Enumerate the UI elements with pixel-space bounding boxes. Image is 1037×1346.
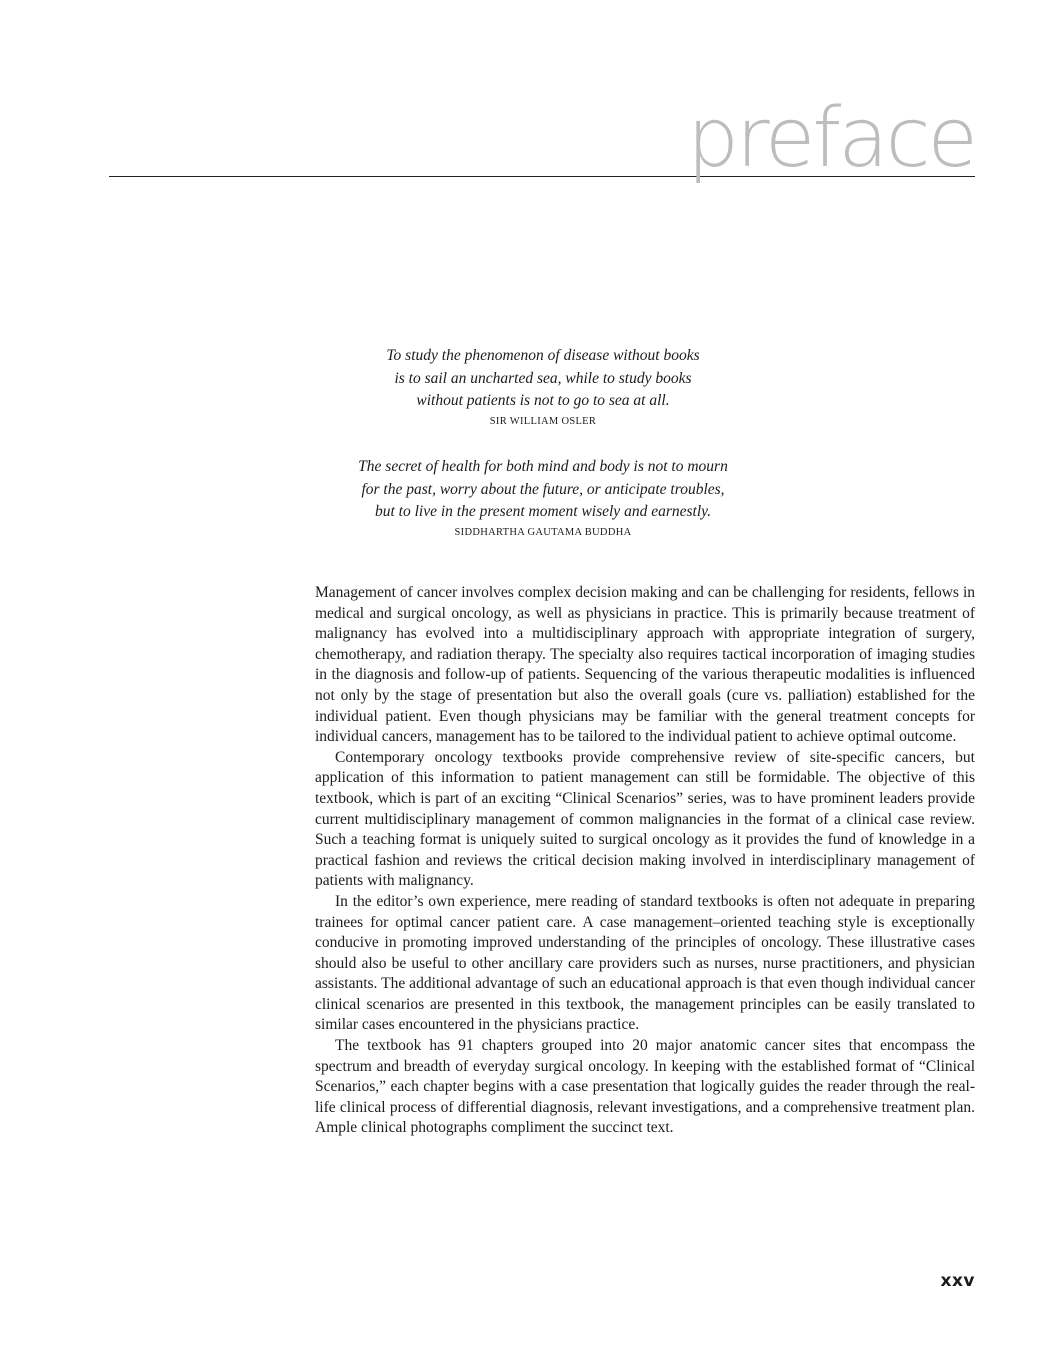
page-number: xxv [940,1271,975,1291]
quote-line: without patients is not to go to sea at all. [416,392,670,409]
quote-line: To study the phenomenon of disease without books [386,347,700,364]
epigraph-buddha [300,456,786,541]
body-paragraph: In the editor’s own experience, mere reading of standard textbooks is often not adequate in preparing trainees for optimal cancer patient care. A case management–oriented teaching style is exceptionally conducive in promoting improved understanding of the principles of oncology. These illustrative cases should also be useful to other ancillary care providers such as nurses, nurse practitioners, and physician assistants. The additional advantage of such an educational approach is that even though individual cancer clinical scenarios are presented in this textbook, the management principles can be easily translated to similar cases encountered in the physicians practice. [315,892,975,1034]
quote-line: but to live in the present moment wisely and earnestly. [374,503,712,520]
body-paragraph: Contemporary oncology textbooks provide comprehensive review of site-specific cancers, but application of this information to patient management can still be formidable. The objective of this textbook, which is part of an exciting “Clinical Scenarios” series, was to have prominent leaders provide current multidisciplinary management of common malignancies in the format of a clinical case review. Such a teaching format is uniquely suited to surgical oncology as it provides the fund of knowledge in a practical fashion and reviews the critical decision making involved in interdisciplinary management of patients with malignancy. [315,748,975,890]
quote-attribution: SIR WILLIAM OSLER [489,415,597,427]
preface-body [315,583,975,1139]
body-paragraph: The textbook has 91 chapters grouped into 20 major anatomic cancer sites that encompass the spectrum and breadth of everyday surgical oncology. In keeping with the established format of “Clinical Scenarios,” each chapter begins with a case presentation that logically guides the reader through the real-life clinical process of differential diagnosis, relevant investigations, and a comprehensive treatment plan. Ample clinical photographs compliment the succinct text. [315,1037,975,1137]
page-title: preface [686,91,975,186]
quote-line: The secret of health for both mind and body is not to mourn [358,458,728,475]
epigraph-osler [300,345,786,430]
quote-attribution: SIDDHARTHA GAUTAMA BUDDHA [454,526,632,538]
body-paragraph: Management of cancer involves complex decision making and can be challenging for residents, fellows in medical and surgical oncology, as well as physicians in practice. This is primarily because treatment of malignancy has evolved into a multidisciplinary approach with appropriate integration of surgery, chemotherapy, and radiation therapy. The specialty also requires tactical incorporation of imaging studies in the diagnosis and follow-up of patients. Sequencing of the various therapeutic modalities is influenced not only by the stage of presentation but also the overall goals (cure vs. palliation) established for the individual patient. Even though physicians may be familiar with the general treatment concepts for individual cancers, management has to be tailored to the individual patient to achieve optimal outcome. [315,584,975,746]
quote-line: for the past, worry about the future, or anticipate troubles, [361,480,725,498]
quote-line: is to sail an uncharted sea, while to study books [394,369,692,387]
